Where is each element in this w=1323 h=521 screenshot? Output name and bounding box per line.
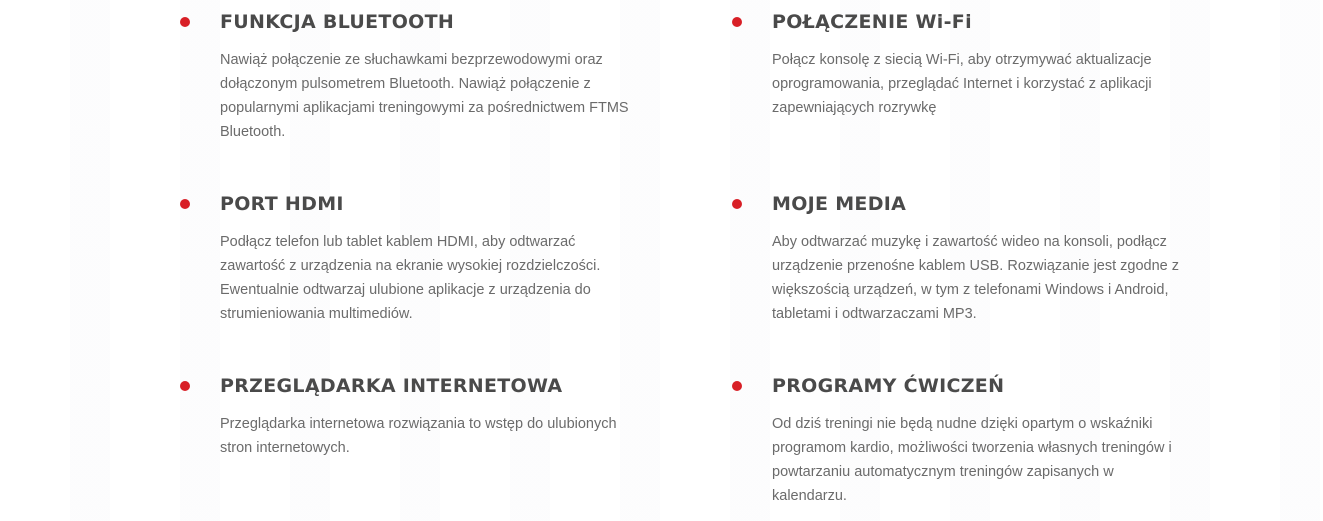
- feature-title: MOJE MEDIA: [772, 193, 907, 215]
- red-bullet-icon: [732, 381, 742, 391]
- feature-hdmi: [220, 192, 630, 326]
- feature-bluetooth: [220, 10, 630, 144]
- feature-description: Nawiąż połączenie ze słuchawkami bezprzewodowymi oraz dołączonym pulsometrem Bluetooth. Nawiąż połączenie z popularnymi aplikacjami treningowymi za pośrednictwem FTMS Bluetooth.: [220, 52, 629, 140]
- feature-description: Aby odtwarzać muzykę i zawartość wideo na konsoli, podłącz urządzenie przenośne kablem USB. Rozwiązanie jest zgodne z większością urządzeń, w tym z telefonami Windows i Android, tabletami i odtwarzaczami MP3.: [772, 234, 1180, 322]
- feature-title: PROGRAMY ĆWICZEŃ: [772, 375, 1005, 397]
- feature-web-browser: [220, 374, 630, 460]
- feature-title: FUNKCJA BLUETOOTH: [220, 11, 455, 33]
- red-bullet-icon: [180, 17, 190, 27]
- red-bullet-icon: [732, 17, 742, 27]
- feature-wifi: [772, 10, 1182, 120]
- feature-title: POŁĄCZENIE Wi-Fi: [772, 11, 972, 33]
- red-bullet-icon: [732, 199, 742, 209]
- feature-description: Podłącz telefon lub tablet kablem HDMI, aby odtwarzać zawartość z urządzenia na ekranie wysokiej rozdzielczości. Ewentualnie odtwarzaj ulubione aplikacje z urządzenia do strumieniowania multimediów.: [220, 234, 601, 322]
- red-bullet-icon: [180, 199, 190, 209]
- feature-description: Od dziś treningi nie będą nudne dzięki opartym o wskaźniki programom kardio, możliwości tworzenia własnych treningów i powtarzaniu automatycznym treningów zapisanych w kalendarzu.: [772, 416, 1172, 504]
- feature-title: PORT HDMI: [220, 193, 344, 215]
- feature-workout-programs: [772, 374, 1182, 508]
- red-bullet-icon: [180, 381, 190, 391]
- feature-description: Połącz konsolę z siecią Wi-Fi, aby otrzymywać aktualizacje oprogramowania, przeglądać Internet i korzystać z aplikacji zapewniających rozrywkę: [772, 52, 1152, 116]
- feature-title: PRZEGLĄDARKA INTERNETOWA: [220, 375, 563, 397]
- feature-description: Przeglądarka internetowa rozwiązania to wstęp do ulubionych stron internetowych.: [220, 416, 617, 456]
- feature-my-media: [772, 192, 1182, 326]
